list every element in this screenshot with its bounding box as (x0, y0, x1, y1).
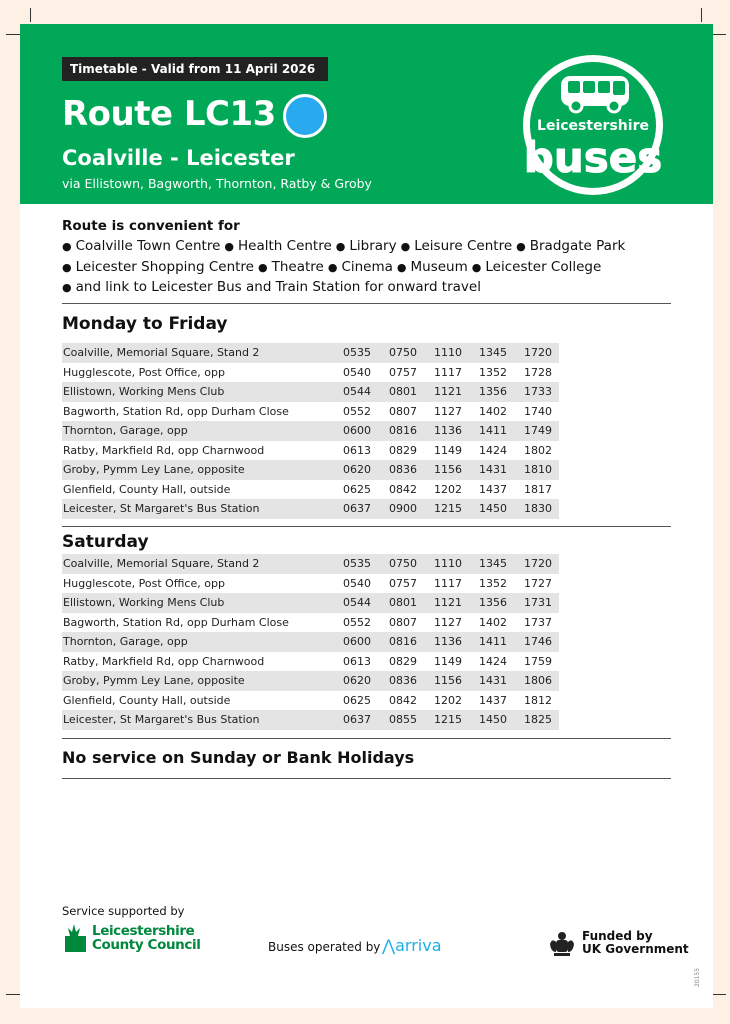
departure-time: 0816 (389, 424, 417, 437)
departure-time: 0613 (343, 654, 371, 668)
table-row (62, 554, 559, 574)
convenient-item: Health Centre (238, 238, 332, 254)
stop-name: Glenfield, County Hall, outside (63, 482, 231, 496)
departure-time: 1749 (524, 424, 552, 437)
route-number: Route LC13 (62, 94, 276, 134)
weekday-title: Monday to Friday (62, 314, 228, 334)
departure-time: 0900 (389, 502, 417, 515)
departure-time: 0535 (343, 346, 371, 359)
saturday-title: Saturday (62, 532, 149, 552)
document-code: 20155 (694, 967, 702, 988)
funded-line2: UK Government (582, 942, 689, 956)
departure-time: 0613 (343, 443, 371, 457)
departure-time: 1437 (479, 482, 507, 496)
stop-name: Groby, Pymm Ley Lane, opposite (63, 674, 245, 687)
departure-time: 1737 (524, 615, 552, 629)
departure-time: 0620 (343, 674, 371, 687)
convenient-item: Coalville Town Centre (75, 238, 221, 254)
divider (62, 778, 671, 779)
departure-time: 1121 (434, 385, 462, 398)
departure-time: 1345 (479, 557, 507, 570)
departure-time: 1411 (479, 635, 507, 648)
departure-time: 0625 (343, 482, 371, 496)
departure-time: 1136 (434, 635, 462, 648)
departure-time: 1812 (524, 693, 552, 707)
header-banner (20, 24, 713, 204)
departure-time: 1156 (434, 674, 462, 687)
divider (62, 526, 671, 527)
stop-name: Leicester, St Margaret's Bus Station (63, 713, 260, 726)
crop-mark (30, 8, 31, 22)
stop-name: Thornton, Garage, opp (63, 635, 188, 648)
stop-name: Ellistown, Working Mens Club (63, 385, 225, 398)
timetable-page (20, 24, 713, 1008)
operated-by-label: Buses operated by (268, 940, 381, 954)
funded-line1: Funded by (582, 929, 653, 943)
departure-time: 0829 (389, 654, 417, 668)
table-row (62, 671, 559, 691)
departure-time: 1402 (479, 615, 507, 629)
departure-time: 1215 (434, 502, 462, 515)
validity-label: Timetable - Valid from 11 April 2026 (62, 57, 328, 81)
supported-by-label: Service supported by (62, 904, 185, 918)
stop-name: Bagworth, Station Rd, opp Durham Close (63, 615, 289, 629)
table-row (62, 710, 559, 730)
convenient-title: Route is convenient for (62, 218, 240, 234)
convenient-list (62, 279, 485, 295)
table-row (62, 593, 559, 613)
bullet-icon: ● (400, 240, 411, 253)
departure-time: 1411 (479, 424, 507, 437)
departure-time: 1733 (524, 385, 552, 398)
departure-time: 0625 (343, 693, 371, 707)
royal-arms-icon (548, 930, 576, 958)
bullet-icon: ● (396, 261, 407, 274)
departure-time: 0842 (389, 693, 417, 707)
departure-time: 1450 (479, 502, 507, 515)
departure-time: 1825 (524, 713, 552, 726)
stag-icon (62, 922, 90, 954)
table-row (62, 343, 559, 363)
bullet-icon: ● (62, 240, 72, 253)
uk-government-logo (548, 928, 689, 962)
departure-time: 1149 (434, 654, 462, 668)
crop-mark (6, 994, 20, 995)
convenient-item: Library (349, 238, 397, 254)
departure-time: 1720 (524, 346, 552, 359)
table-row (62, 691, 559, 711)
stop-name: Leicester, St Margaret's Bus Station (63, 502, 260, 515)
stop-name: Coalville, Memorial Square, Stand 2 (63, 346, 260, 359)
stop-name: Ellistown, Working Mens Club (63, 596, 225, 609)
convenient-item: Bradgate Park (529, 238, 626, 254)
departure-time: 1450 (479, 713, 507, 726)
departure-time: 1437 (479, 693, 507, 707)
departure-time: 0750 (389, 346, 417, 359)
departure-time: 1830 (524, 502, 552, 515)
departure-time: 1110 (434, 557, 462, 570)
divider (62, 303, 671, 304)
stop-name: Hugglescote, Post Office, opp (63, 576, 225, 590)
table-row (62, 363, 559, 383)
crop-mark (712, 994, 726, 995)
table-row (62, 480, 559, 500)
departure-time: 1117 (434, 576, 462, 590)
departure-time: 1817 (524, 482, 552, 496)
departure-time: 1110 (434, 346, 462, 359)
leicestershire-buses-logo (516, 48, 670, 202)
departure-time: 1356 (479, 385, 507, 398)
departure-time: 0620 (343, 463, 371, 476)
departure-time: 1121 (434, 596, 462, 609)
convenient-item: Museum (410, 259, 468, 275)
departure-time: 0750 (389, 557, 417, 570)
convenient-item: Leisure Centre (414, 238, 513, 254)
departure-time: 1759 (524, 654, 552, 668)
departure-time: 1731 (524, 596, 552, 609)
bullet-icon: ● (516, 240, 526, 253)
divider (62, 738, 671, 739)
table-row (62, 613, 559, 633)
departure-time: 1202 (434, 693, 462, 707)
departure-time: 0836 (389, 463, 417, 476)
departure-time: 1117 (434, 365, 462, 379)
table-row (62, 632, 559, 652)
arriva-text: arriva (395, 936, 442, 955)
stop-name: Ratby, Markfield Rd, opp Charnwood (63, 654, 265, 668)
table-row (62, 652, 559, 672)
table-row (62, 421, 559, 441)
bullet-icon: ● (224, 240, 235, 253)
crop-mark (6, 34, 20, 35)
stop-name: Coalville, Memorial Square, Stand 2 (63, 557, 260, 570)
weekday-timetable (62, 343, 559, 519)
departure-time: 1127 (434, 404, 462, 418)
departure-time: 0757 (389, 365, 417, 379)
logo-top-text: Leicestershire (537, 118, 649, 134)
departure-time: 0836 (389, 674, 417, 687)
departure-time: 1431 (479, 674, 507, 687)
departure-time: 1402 (479, 404, 507, 418)
table-row (62, 460, 559, 480)
convenient-item: and link to Leicester Bus and Train Station for onward travel (75, 279, 481, 295)
departure-time: 0801 (389, 596, 417, 609)
table-row (62, 499, 559, 519)
departure-time: 0600 (343, 424, 371, 437)
departure-time: 0540 (343, 576, 371, 590)
departure-time: 0807 (389, 404, 417, 418)
departure-time: 0552 (343, 615, 371, 629)
departure-time: 0544 (343, 596, 371, 609)
departure-time: 1810 (524, 463, 552, 476)
departure-time: 0816 (389, 635, 417, 648)
departure-time: 1720 (524, 557, 552, 570)
logo-main-text: buses (523, 133, 663, 182)
departure-time: 0600 (343, 635, 371, 648)
table-row (62, 382, 559, 402)
stop-name: Groby, Pymm Ley Lane, opposite (63, 463, 245, 476)
departure-time: 1215 (434, 713, 462, 726)
bullet-icon: ● (335, 240, 346, 253)
convenient-list (62, 259, 605, 275)
departure-time: 1746 (524, 635, 552, 648)
route-color-dot (283, 94, 327, 138)
departure-time: 1727 (524, 576, 552, 590)
bullet-icon: ● (62, 281, 72, 294)
departure-time: 0801 (389, 385, 417, 398)
bullet-icon: ● (257, 261, 268, 274)
departure-time: 0855 (389, 713, 417, 726)
table-row (62, 402, 559, 422)
departure-time: 0842 (389, 482, 417, 496)
departure-time: 0544 (343, 385, 371, 398)
county-council-logo (62, 922, 212, 956)
departure-time: 1728 (524, 365, 552, 379)
departure-time: 1149 (434, 443, 462, 457)
no-service-notice: No service on Sunday or Bank Holidays (62, 748, 415, 767)
table-row (62, 441, 559, 461)
convenient-list (62, 238, 629, 254)
departure-time: 1424 (479, 443, 507, 457)
departure-time: 1431 (479, 463, 507, 476)
departure-time: 1356 (479, 596, 507, 609)
departure-time: 0552 (343, 404, 371, 418)
council-name-line1: Leicestershire (92, 923, 195, 939)
stop-name: Ratby, Markfield Rd, opp Charnwood (63, 443, 265, 457)
council-name-line2: County Council (92, 937, 201, 953)
departure-time: 1202 (434, 482, 462, 496)
departure-time: 1740 (524, 404, 552, 418)
departure-time: 1806 (524, 674, 552, 687)
bullet-icon: ● (327, 261, 338, 274)
convenient-item: Leicester Shopping Centre (75, 259, 254, 275)
route-name: Coalville - Leicester (62, 146, 295, 170)
departure-time: 0535 (343, 557, 371, 570)
departure-time: 0540 (343, 365, 371, 379)
crop-mark (712, 34, 726, 35)
convenient-item: Cinema (341, 259, 393, 275)
departure-time: 0637 (343, 713, 371, 726)
departure-time: 1352 (479, 576, 507, 590)
departure-time: 1424 (479, 654, 507, 668)
departure-time: 0757 (389, 576, 417, 590)
departure-time: 0829 (389, 443, 417, 457)
convenient-item: Leicester College (485, 259, 602, 275)
bullet-icon: ● (62, 261, 72, 274)
departure-time: 1352 (479, 365, 507, 379)
table-row (62, 574, 559, 594)
stop-name: Bagworth, Station Rd, opp Durham Close (63, 404, 289, 418)
departure-time: 1136 (434, 424, 462, 437)
departure-time: 0807 (389, 615, 417, 629)
crop-mark (701, 8, 702, 22)
departure-time: 1802 (524, 443, 552, 457)
stop-name: Glenfield, County Hall, outside (63, 693, 231, 707)
convenient-item: Theatre (271, 259, 324, 275)
departure-time: 1345 (479, 346, 507, 359)
arriva-logo (382, 936, 442, 955)
bullet-icon: ● (471, 261, 482, 274)
arriva-icon: ⋀ (382, 936, 396, 955)
departure-time: 1156 (434, 463, 462, 476)
saturday-timetable (62, 554, 559, 730)
stop-name: Thornton, Garage, opp (63, 424, 188, 437)
stop-name: Hugglescote, Post Office, opp (63, 365, 225, 379)
departure-time: 1127 (434, 615, 462, 629)
departure-time: 0637 (343, 502, 371, 515)
route-via: via Ellistown, Bagworth, Thornton, Ratby & Groby (62, 176, 372, 191)
